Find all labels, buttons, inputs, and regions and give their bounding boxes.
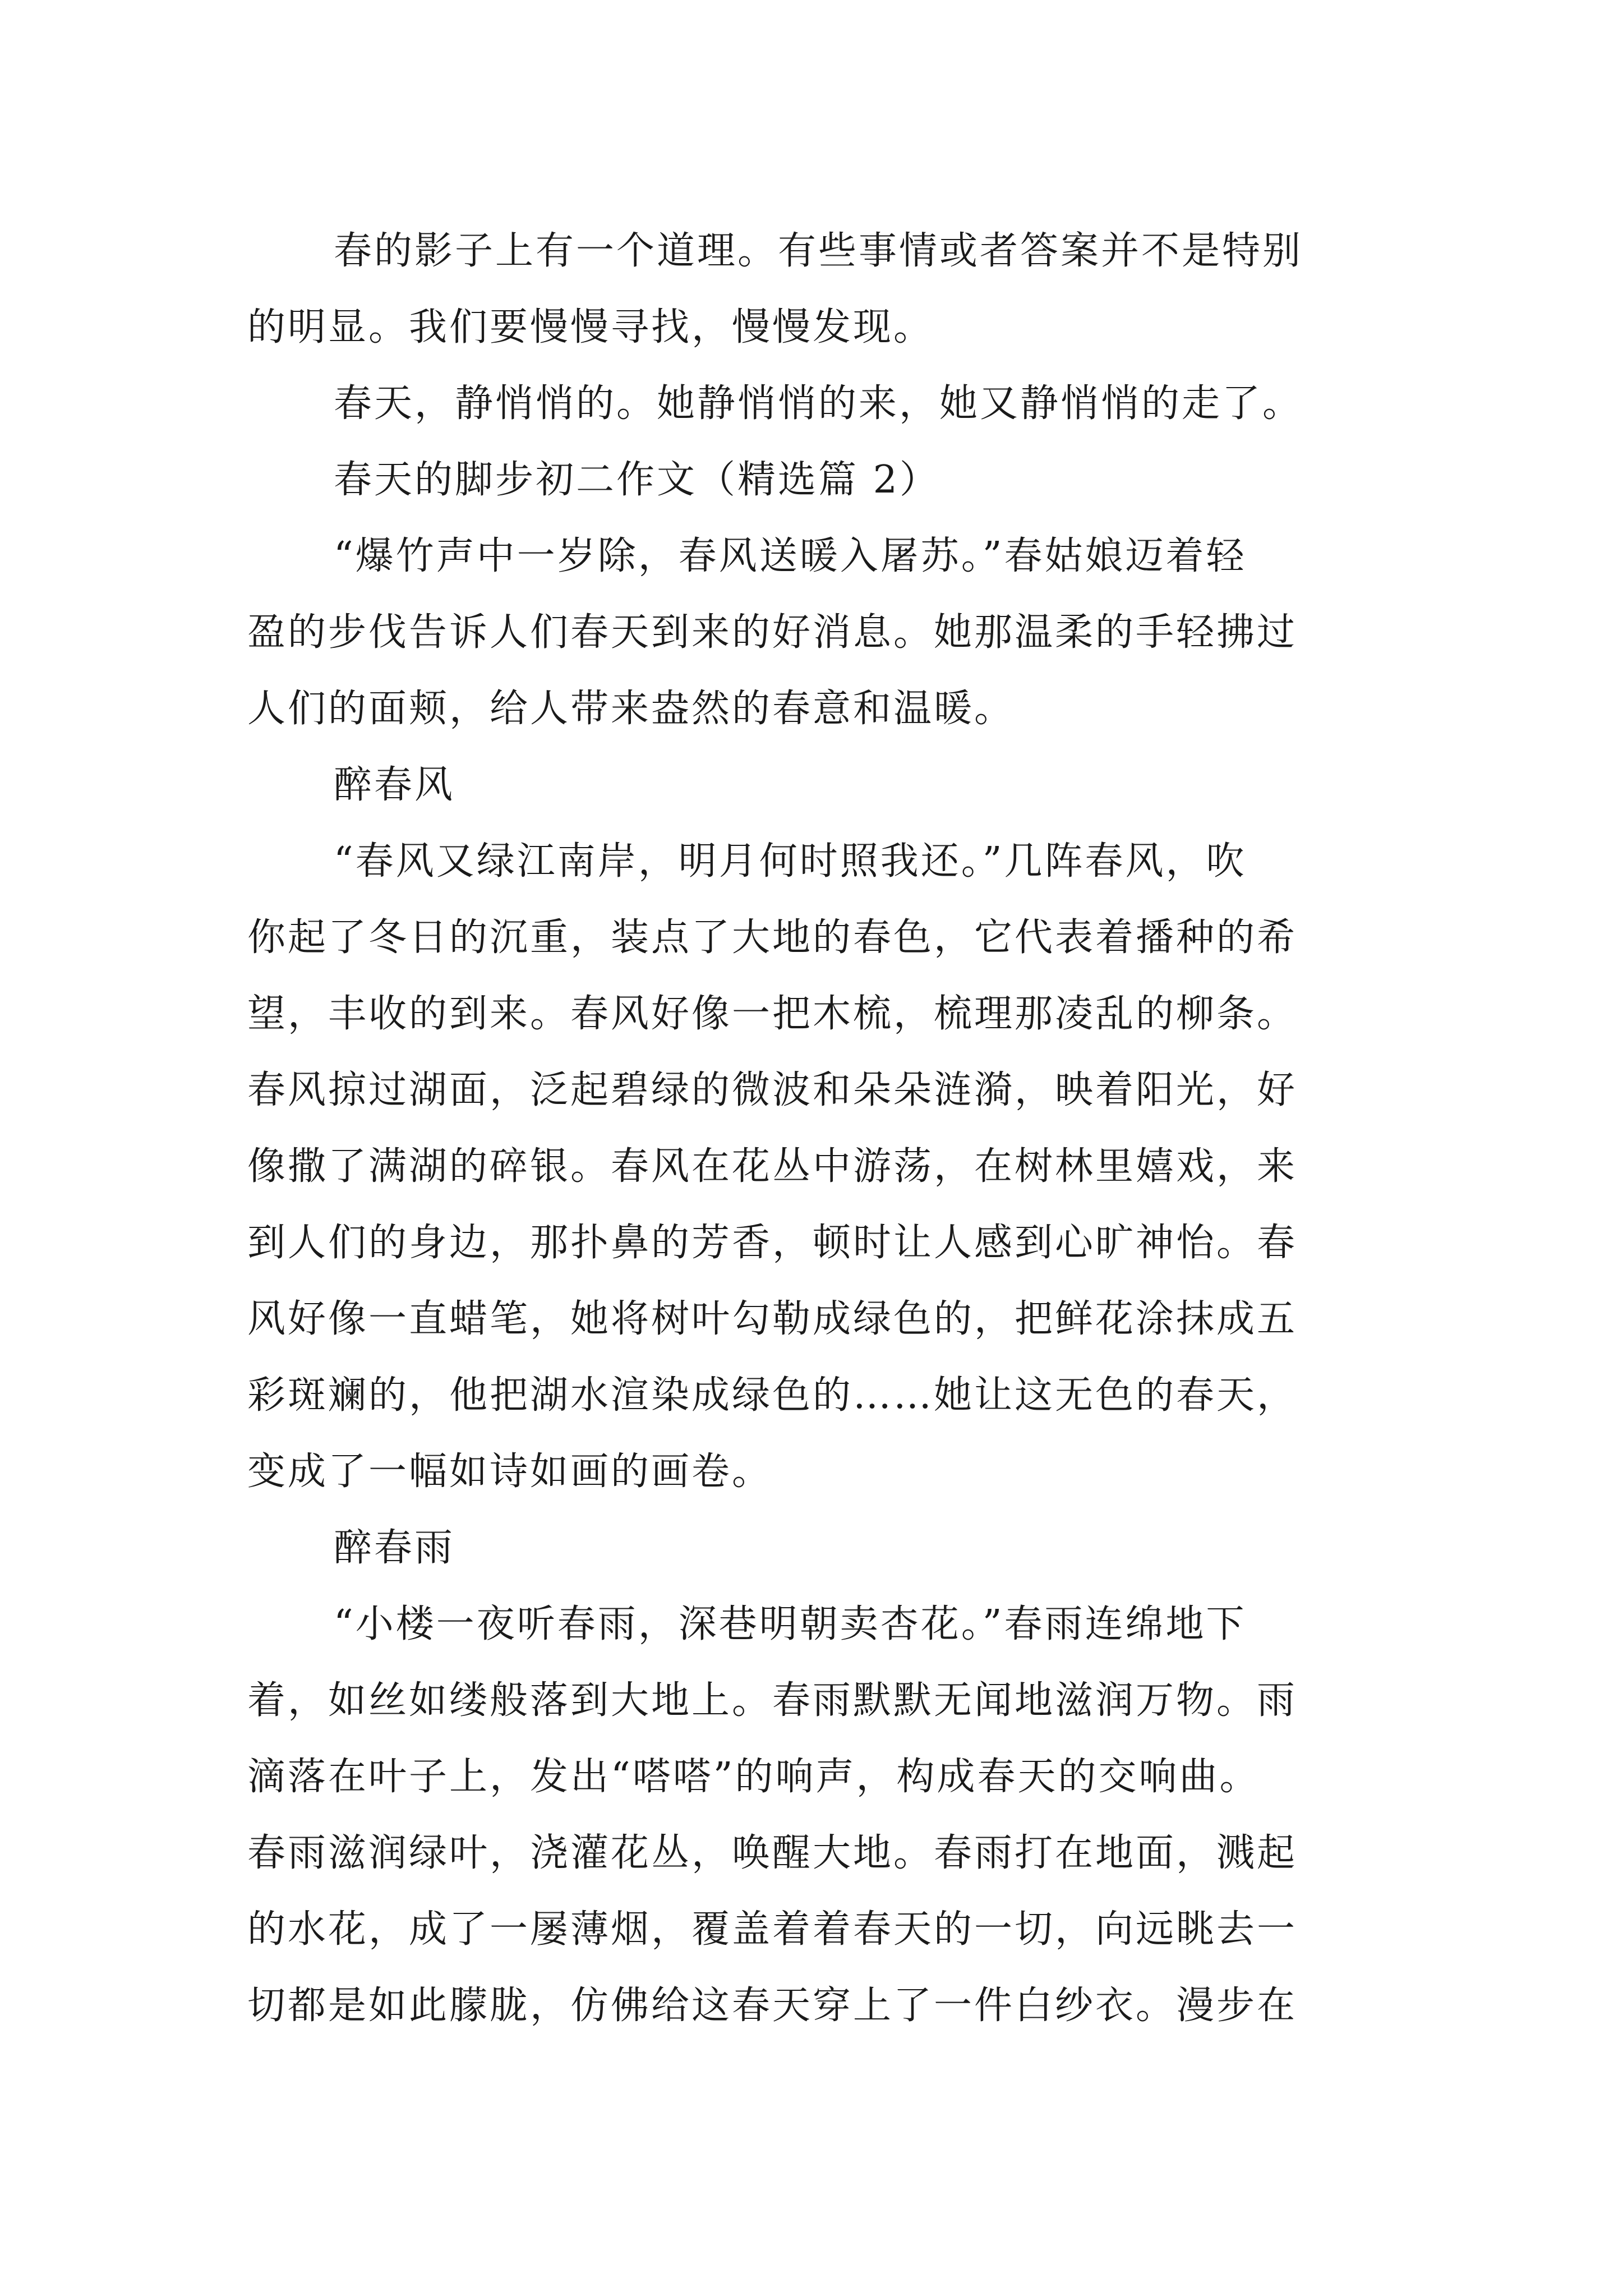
section-title: 春天的脚步初二作文（精选篇 2） bbox=[334, 458, 940, 502]
text-line: 的明显。我们要慢慢寻找，慢慢发现。 bbox=[247, 305, 934, 349]
text-line: 切都是如此朦胧，仿佛给这春天穿上了一件白纱衣。漫步在 bbox=[247, 1984, 1298, 2028]
text-line: 滴落在叶子上，发出“嗒嗒”的响声，构成春天的交响曲。 bbox=[247, 1755, 1260, 1799]
text-line: 像撒了满湖的碎银。春风在花丛中游荡，在树林里嬉戏，来 bbox=[247, 1144, 1298, 1189]
text-line: 人们的面颊，给人带来盎然的春意和温暖。 bbox=[247, 687, 1015, 731]
text-line: 到人们的身边，那扑鼻的芳香，顿时让人感到心旷神怡。春 bbox=[247, 1221, 1298, 1265]
text-line: 你起了冬日的沉重，装点了大地的春色，它代表着播种的希 bbox=[247, 915, 1298, 960]
text-line: 春雨滋润绿叶，浇灌花丛，唤醒大地。春雨打在地面，溅起 bbox=[247, 1831, 1298, 1875]
text-line: 变成了一幅如诗如画的画卷。 bbox=[247, 1450, 773, 1494]
text-line: 望，丰收的到来。春风好像一把木梳，梳理那凌乱的柳条。 bbox=[247, 992, 1298, 1036]
text-line: 盈的步伐告诉人们春天到来的好消息。她那温柔的手轻拂过 bbox=[247, 610, 1298, 655]
subheading: 醉春雨 bbox=[334, 1526, 455, 1570]
text-line: 风好像一直蜡笔，她将树叶勾勒成绿色的，把鲜花涂抹成五 bbox=[247, 1297, 1298, 1341]
text-line: 的水花，成了一屡薄烟，覆盖着着春天的一切，向远眺去一 bbox=[247, 1907, 1298, 1952]
document-body bbox=[247, 213, 1386, 2044]
text-line: 春天，静悄悄的。她静悄悄的来，她又静悄悄的走了。 bbox=[334, 381, 1303, 426]
text-line: “小楼一夜听春雨，深巷明朝卖杏花。”春雨连绵地下 bbox=[334, 1602, 1247, 1646]
text-line: 彩斑斓的，他把湖水渲染成绿色的……她让这无色的春天， bbox=[247, 1373, 1298, 1418]
text-line: 着，如丝如缕般落到大地上。春雨默默无闻地滋润万物。雨 bbox=[247, 1678, 1298, 1723]
text-line: “爆竹声中一岁除，春风送暖入屠苏。”春姑娘迈着轻 bbox=[334, 534, 1247, 578]
text-line: 春风掠过湖面，泛起碧绿的微波和朵朵涟漪，映着阳光，好 bbox=[247, 1068, 1298, 1112]
text-line: 春的影子上有一个道理。有些事情或者答案并不是特别 bbox=[334, 229, 1303, 273]
subheading: 醉春风 bbox=[334, 763, 455, 807]
text-line: “春风又绿江南岸，明月何时照我还。”几阵春风，吹 bbox=[334, 839, 1247, 884]
